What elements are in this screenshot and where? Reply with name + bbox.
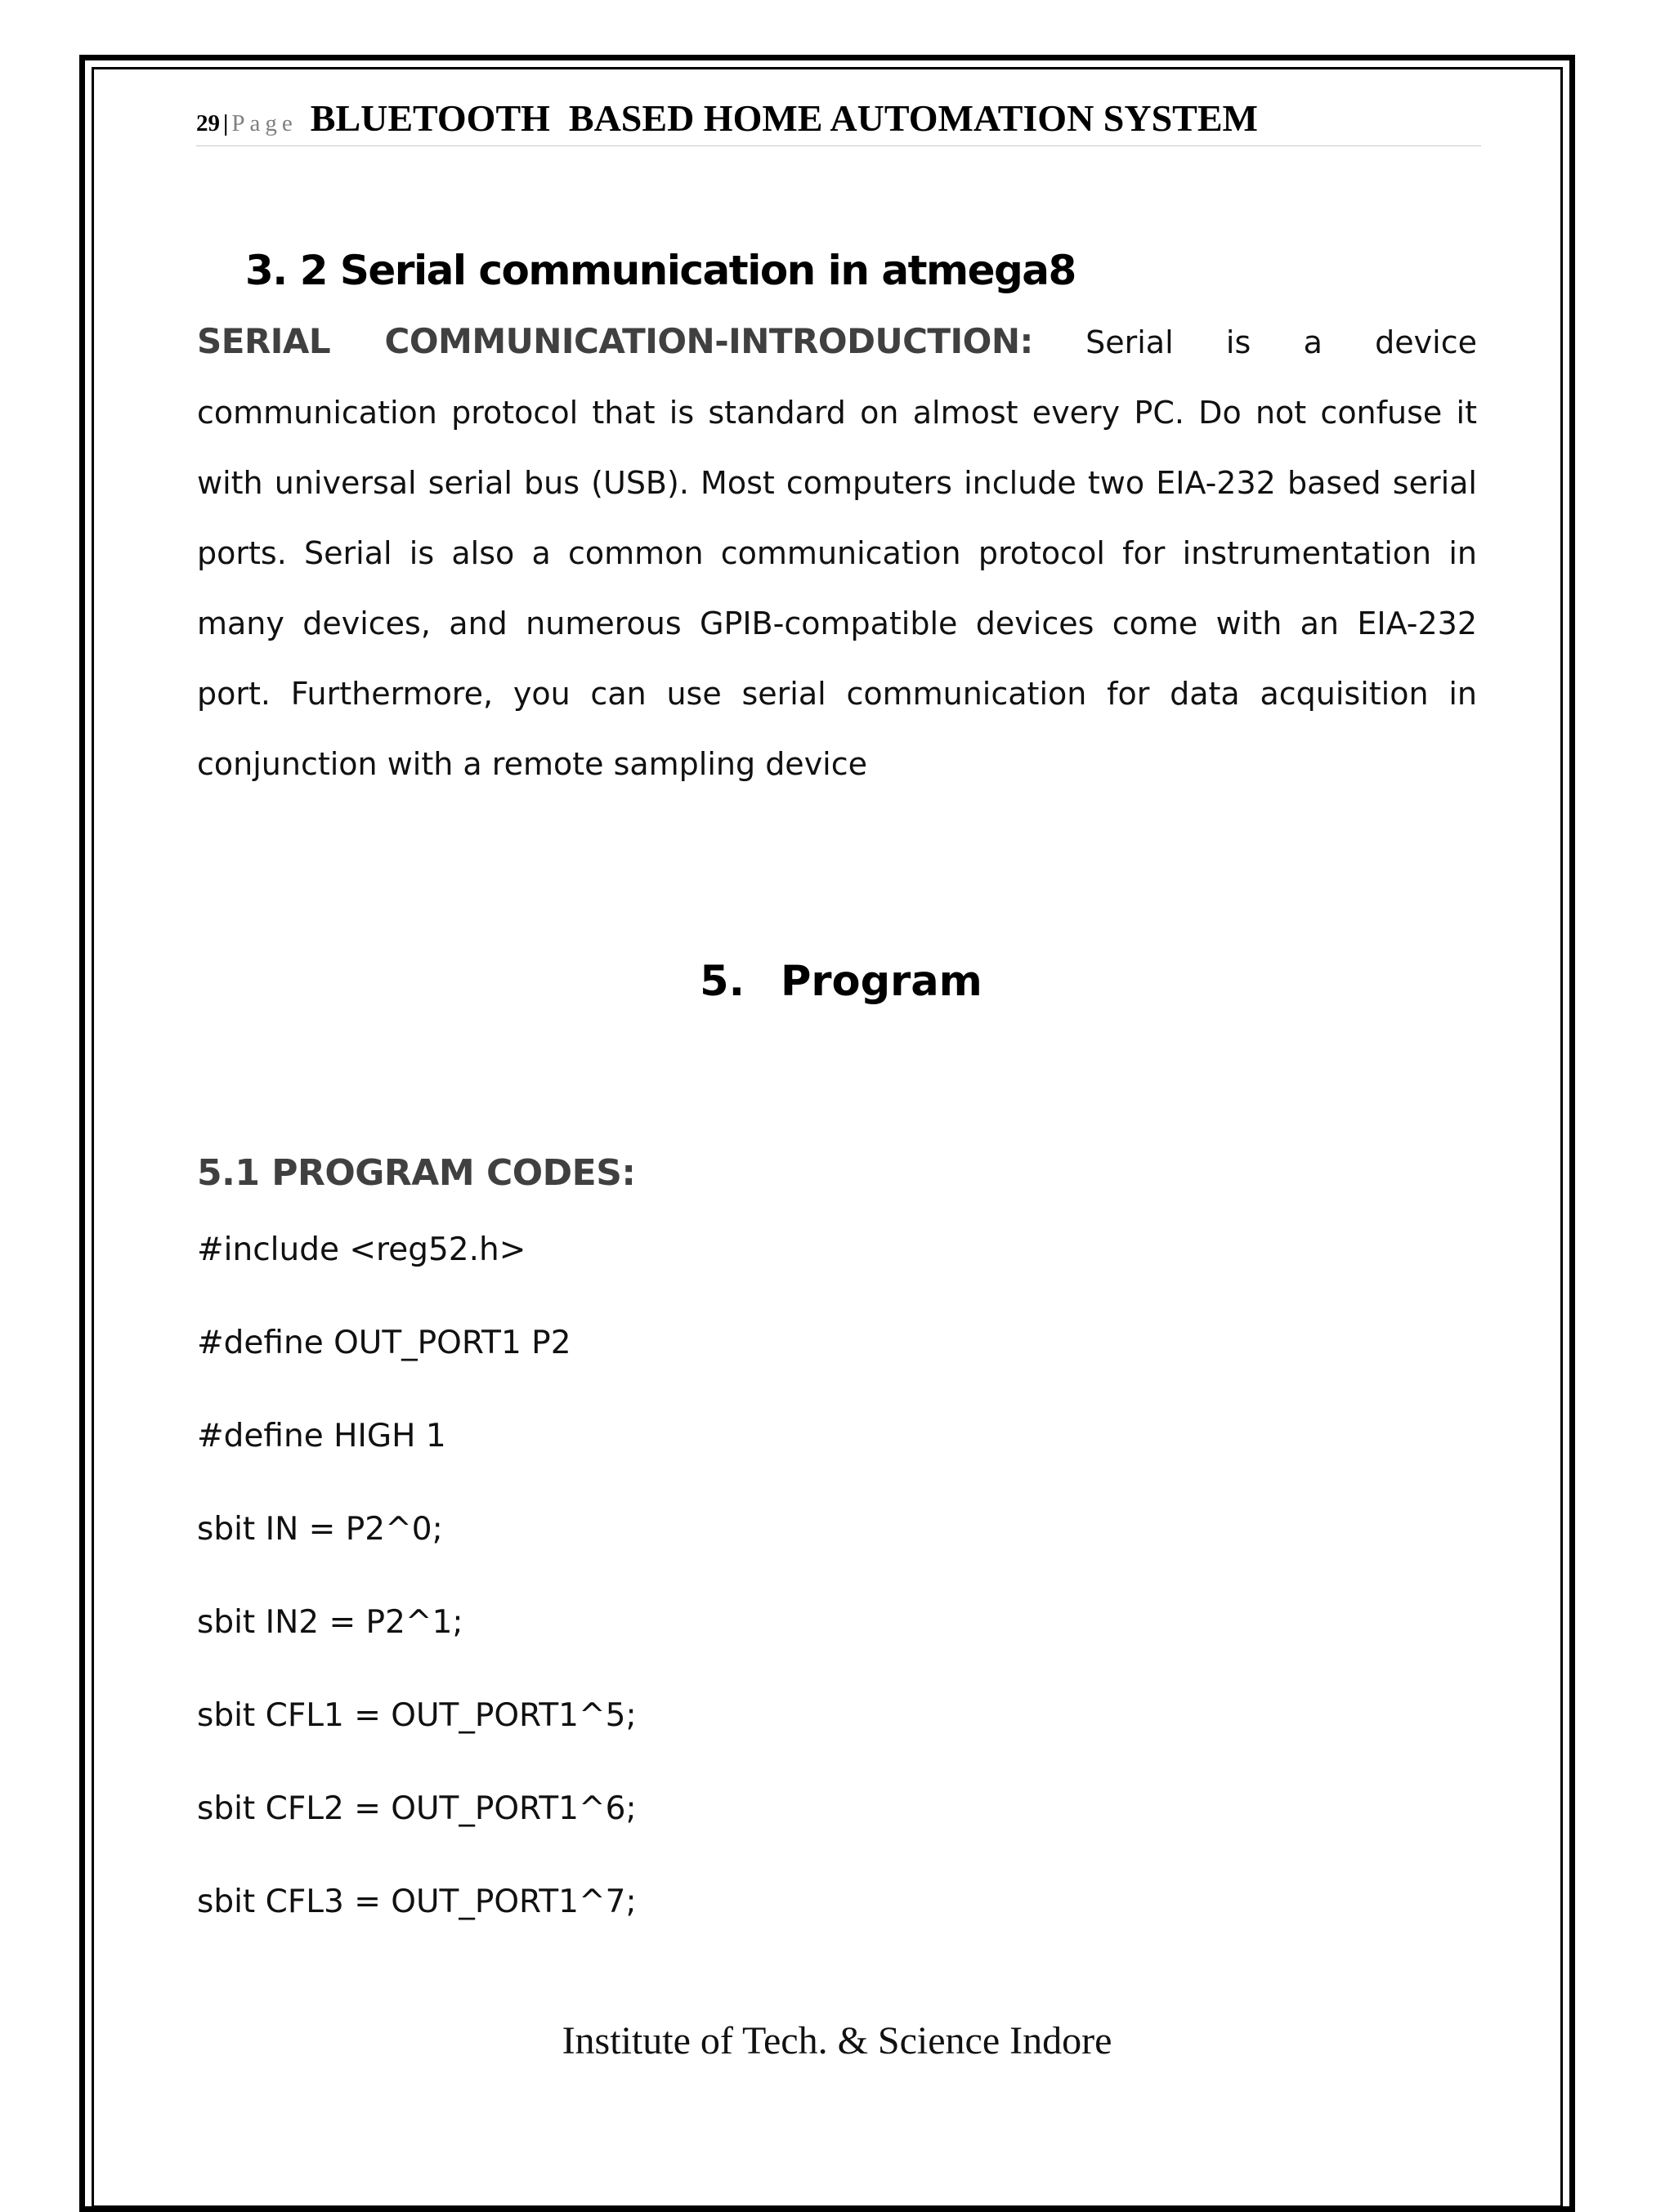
code-line: sbit IN = P2^0; — [197, 1511, 443, 1548]
code-line: #include <reg52.h> — [197, 1231, 526, 1268]
code-listing — [197, 1226, 637, 1971]
chapter-title: Program — [781, 958, 982, 1006]
intro-lead: SERIAL COMMUNICATION-INTRODUCTION: — [197, 321, 1033, 361]
page-label: Page — [231, 110, 298, 136]
code-line: sbit CFL3 = OUT_PORT1^7; — [197, 1884, 637, 1920]
intro-body: Serial is a device communication protocol that is standard on almost every PC. Do not confuse it with universal serial bus (USB). Most computers include two EIA-232 based serial ports. Serial is also a common communication protocol for instrumentation in many devices, and numerous GPIB-compatible devices come with an EIA-232 port. Furthermore, you can use serial communication for data acquisition in conjunction with a remote sampling device — [197, 324, 1477, 782]
code-line: sbit CFL1 = OUT_PORT1^5; — [197, 1697, 637, 1734]
page-separator: | — [223, 110, 229, 136]
code-line: #define HIGH 1 — [197, 1418, 446, 1455]
code-line: sbit CFL2 = OUT_PORT1^6; — [197, 1790, 637, 1827]
intro-paragraph — [197, 306, 1477, 799]
chapter-heading — [0, 958, 1674, 1006]
page-footer: Institute of Tech. & Science Indore — [562, 2019, 1112, 2062]
page-header — [196, 96, 1481, 146]
code-line: #define OUT_PORT1 P2 — [197, 1325, 571, 1361]
page-number: 29 — [196, 110, 220, 136]
document-title: BLUETOOTH BASED HOME AUTOMATION SYSTEM — [310, 97, 1258, 139]
section-heading: 3. 2 Serial communication in atmega8 — [245, 247, 1076, 294]
code-line: sbit IN2 = P2^1; — [197, 1604, 463, 1641]
subsection-heading: 5.1 PROGRAM CODES: — [197, 1152, 636, 1194]
chapter-number: 5. — [700, 958, 745, 1006]
